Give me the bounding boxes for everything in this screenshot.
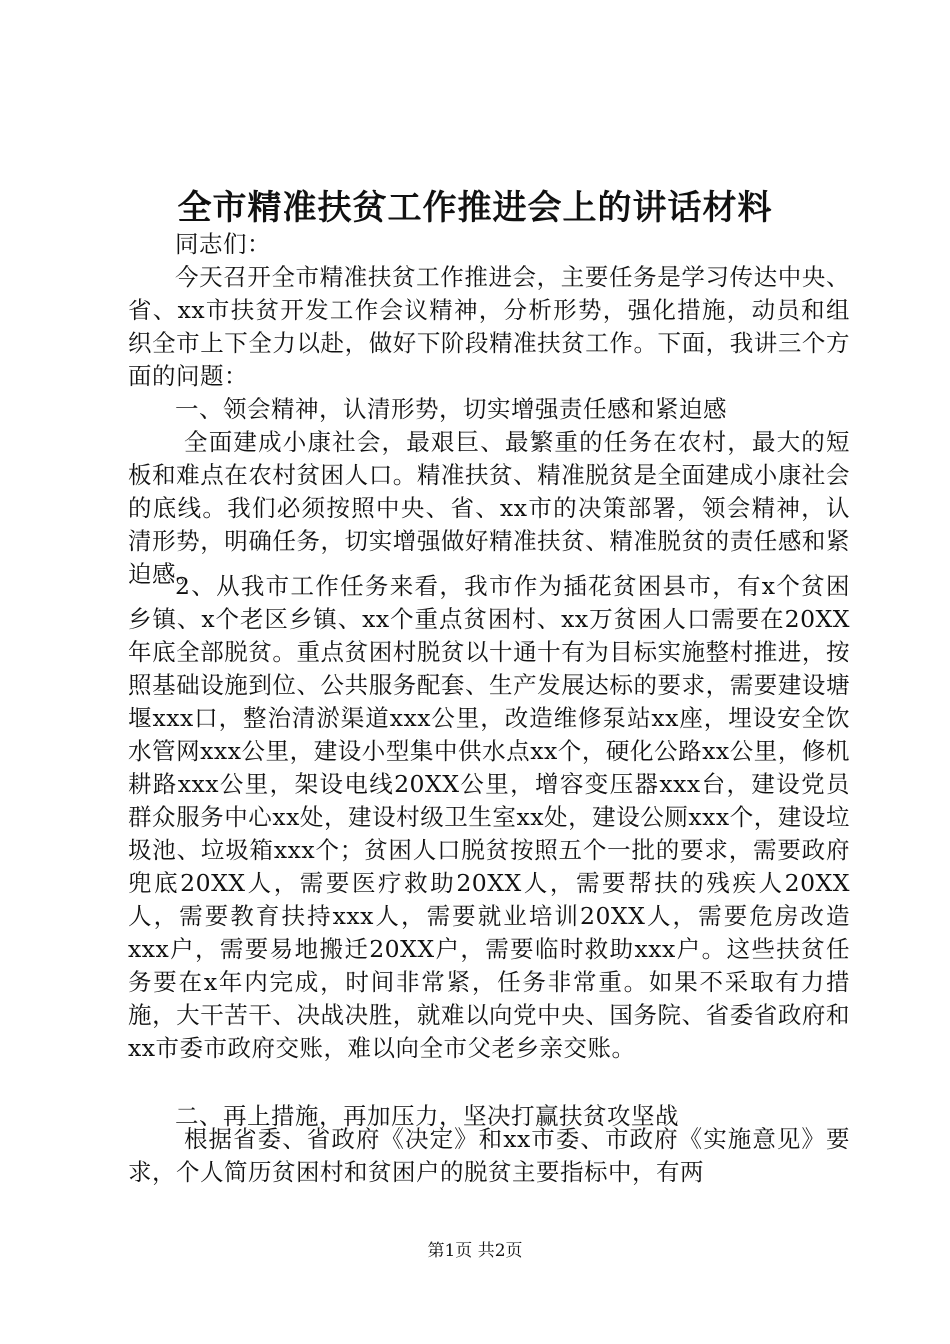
document-title: 全市精准扶贫工作推进会上的讲话材料 xyxy=(177,188,773,228)
section-heading-1: 一、领会精神，认清形势，切实增强责任感和紧迫感 xyxy=(175,395,727,423)
paragraph-1: 全面建成小康社会，最艰巨、最繁重的任务在农村，最大的短板和难点在农村贫困人口。精准扶贫、精准脱贫是全面建成小康社会的底线。我们必须按照中央、省、xx市的决策部署，领会精神，认清形势，明确任务，切实增强做好精准扶贫、精准脱贫的责任感和紧迫感。 xyxy=(128,428,850,588)
salutation: 同志们： xyxy=(175,230,271,258)
paragraph-3: 根据省委、省政府《决定》和xx市委、市政府《实施意见》要求，个人简历贫困村和贫困户的脱贫主要指标中，有两 xyxy=(128,1125,850,1186)
paragraph-intro: 今天召开全市精准扶贫工作推进会，主要任务是学习传达中央、省、xx市扶贫开发工作会议精神，分析形势，强化措施，动员和组织全市上下全力以赴，做好下阶段精准扶贫工作。下面，我讲三个方面的问题： xyxy=(128,263,850,390)
page-footer: 第1页 共2页 xyxy=(427,1241,523,1261)
section-heading-2: 二、再上措施，再加压力，坚决打赢扶贫攻坚战 xyxy=(175,1102,679,1130)
paragraph-2: 2、从我市工作任务来看，我市作为插花贫困县市，有x个贫困乡镇、x个老区乡镇、xx个重点贫困村、xx万贫困人口需要在20XX年底全部脱贫。重点贫困村脱贫以十通十有为目标实施整村推进，按照基础设施到位、公共服务配套、生产发展达标的要求，需要建设塘堰xxx口，整治清淤渠道xxx公里，改造维修泵站xx座，埋设安全饮水管网xxx公里，建设小型集中供水点xx个，硬化公路xx公里，修机耕路xxx公里，架设电线20XX公里，增容变压器xxx台，建设党员群众服务中心xx处，建设村级卫生室xx处，建设公厕xxx个，建设垃圾池、垃圾箱xxx个；贫困人口脱贫按照五个一批的要求，需要政府兜底20XX人，需要医疗救助20XX人，需要帮扶的残疾人20XX人，需要教育扶持xxx人，需要就业培训20XX人，需要危房改造xxx户，需要易地搬迁20XX户，需要临时救助xxx户。这些扶贫任务要在x年内完成，时间非常紧，任务非常重。如果不采取有力措施，大干苦干、决战决胜，就难以向党中央、国务院、省委省政府和xx市委市政府交账，难以向全市父老乡亲交账。 xyxy=(128,572,850,1062)
